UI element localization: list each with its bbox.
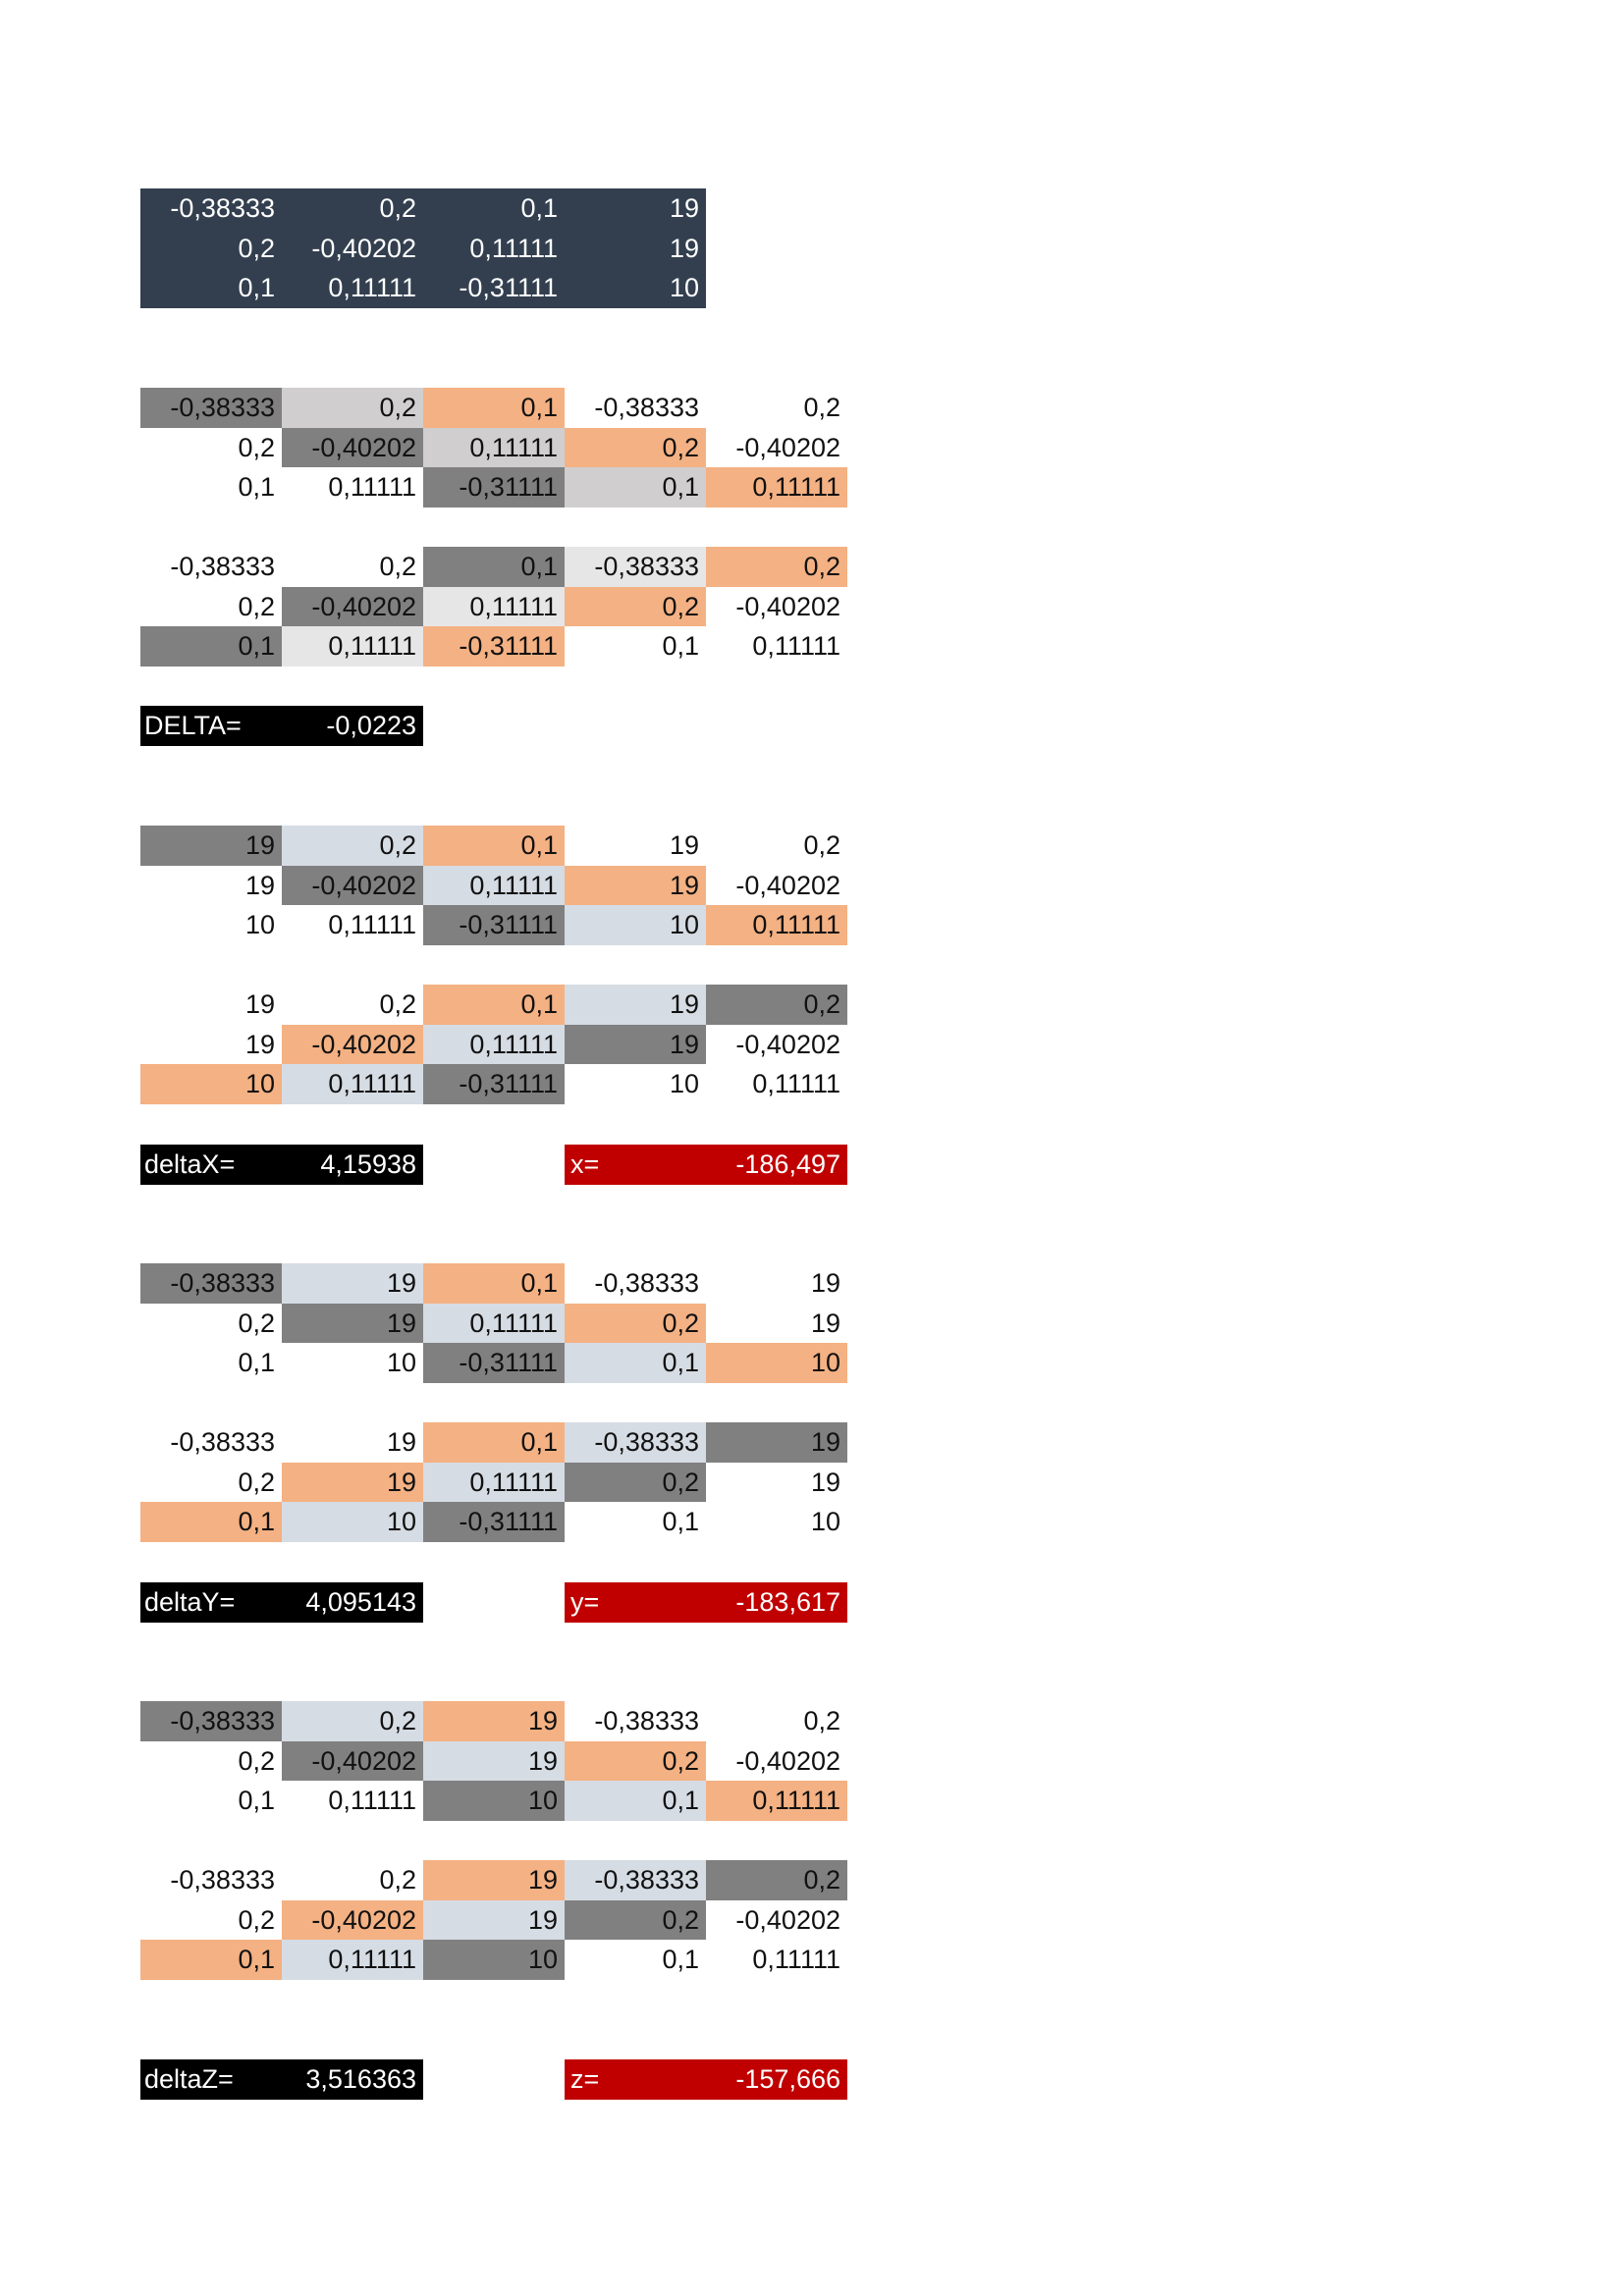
table-cell[interactable]: -157,666 (706, 2059, 847, 2100)
table-cell[interactable]: -0,38333 (170, 552, 275, 581)
table-cell[interactable]: 0,2 (238, 1308, 275, 1338)
table-cell[interactable]: 0,2 (379, 989, 416, 1019)
deltax-result-row (140, 1145, 847, 1185)
table-cell[interactable]: z= (565, 2059, 706, 2100)
table-cell[interactable]: 0,2 (379, 552, 416, 581)
table-cell[interactable]: 0,11111 (328, 472, 416, 502)
table-cell[interactable]: 0,2 (140, 229, 282, 269)
table-cell[interactable]: 4,15938 (282, 1145, 423, 1185)
table-cell[interactable]: 0,2 (282, 388, 423, 428)
table-cell[interactable]: 0,11111 (706, 467, 847, 507)
table-row (140, 1900, 847, 1941)
table-cell[interactable]: 0,2 (238, 1904, 275, 1935)
table-cell[interactable]: 0,1 (565, 467, 706, 507)
table-cell[interactable]: 0,11111 (423, 866, 565, 906)
deltaz-main-diagonals (140, 1701, 847, 1821)
table-cell[interactable]: 0,1 (423, 188, 565, 229)
table-cell[interactable]: 0,11111 (282, 1064, 423, 1104)
table-cell[interactable]: -0,38333 (140, 388, 282, 428)
table-cell[interactable]: 19 (244, 989, 275, 1019)
table-cell[interactable]: 0,1 (140, 1940, 282, 1980)
table-cell[interactable]: 4,095143 (282, 1582, 423, 1623)
table-cell[interactable]: 19 (140, 826, 282, 866)
table-cell[interactable]: 0,2 (706, 1860, 847, 1900)
table-cell[interactable]: 0,2 (238, 591, 275, 621)
deltaz-result-row (140, 2059, 847, 2100)
table-cell[interactable]: -0,38333 (594, 1268, 699, 1298)
deltax-main-diagonals (140, 826, 847, 945)
table-row (140, 1860, 847, 1900)
table-cell[interactable]: 19 (423, 1701, 565, 1741)
table-row (140, 1343, 847, 1383)
table-cell[interactable]: 0,11111 (328, 910, 416, 939)
table-cell[interactable]: 19 (565, 1025, 706, 1065)
table-cell[interactable]: -0,40202 (735, 870, 840, 900)
table-row (140, 428, 847, 468)
delta-anti-diagonals (140, 547, 847, 667)
table-cell[interactable]: 0,1 (662, 1507, 699, 1536)
table-cell[interactable]: -0,38333 (594, 1706, 699, 1735)
table-cell[interactable]: -0,38333 (140, 1701, 282, 1741)
table-cell[interactable]: 19 (282, 1263, 423, 1304)
table-cell[interactable]: 0,11111 (706, 1781, 847, 1821)
table-cell[interactable]: 3,516363 (282, 2059, 423, 2100)
table-row (140, 1582, 847, 1623)
table-cell[interactable]: 10 (423, 1781, 565, 1821)
table-cell[interactable]: 19 (565, 985, 706, 1025)
table-cell[interactable]: -0,38333 (170, 1427, 275, 1457)
table-row (140, 2059, 847, 2100)
table-cell[interactable]: deltaZ= (140, 2059, 282, 2100)
table-cell[interactable]: 19 (810, 1308, 840, 1338)
table-cell[interactable]: -0,0223 (282, 706, 423, 746)
table-cell[interactable]: -0,38333 (140, 188, 282, 229)
table-cell[interactable]: 0,11111 (282, 268, 423, 308)
table-row (140, 706, 423, 746)
table-cell[interactable]: 0,2 (706, 547, 847, 587)
table-cell[interactable]: 0,1 (140, 268, 282, 308)
table-cell[interactable]: 0,1 (423, 547, 565, 587)
table-row (140, 905, 847, 945)
table-cell[interactable]: 10 (244, 910, 275, 939)
table-cell[interactable]: 0,1 (423, 388, 565, 428)
table-cell[interactable]: 10 (423, 1940, 565, 1980)
table-row (140, 388, 847, 428)
table-cell[interactable]: 0,11111 (423, 1025, 565, 1065)
table-cell[interactable]: 19 (810, 1467, 840, 1497)
table-cell[interactable]: 0,11111 (752, 1945, 840, 1974)
table-cell[interactable]: 0,11111 (423, 1304, 565, 1344)
table-cell[interactable]: 0,1 (423, 985, 565, 1025)
table-cell[interactable]: -0,38333 (565, 547, 706, 587)
table-cell[interactable]: 10 (386, 1348, 416, 1377)
table-row (140, 1781, 847, 1821)
table-cell[interactable]: 0,11111 (423, 229, 565, 269)
table-row (140, 1025, 847, 1065)
system-matrix (140, 188, 706, 308)
table-cell[interactable]: 0,11111 (752, 1069, 840, 1098)
table-cell[interactable]: -0,31111 (423, 268, 565, 308)
table-cell[interactable]: x= (565, 1145, 706, 1185)
table-cell[interactable]: 0,2 (565, 1741, 706, 1782)
table-cell[interactable]: 0,1 (662, 631, 699, 661)
table-row (140, 1304, 847, 1344)
table-cell[interactable]: 0,2 (803, 1706, 840, 1735)
table-row (140, 1741, 847, 1782)
table-cell[interactable]: 0,1 (662, 1945, 699, 1974)
table-cell[interactable]: 0,11111 (282, 1940, 423, 1980)
table-cell[interactable]: -0,40202 (735, 432, 840, 462)
table-cell[interactable]: 0,2 (238, 432, 275, 462)
table-cell[interactable]: 19 (423, 1860, 565, 1900)
table-cell[interactable]: 0,2 (282, 188, 423, 229)
table-cell[interactable]: 10 (565, 905, 706, 945)
table-cell[interactable]: -0,31111 (423, 905, 565, 945)
table-cell[interactable]: DELTA= (140, 706, 282, 746)
deltay-anti-diagonals (140, 1422, 847, 1542)
table-row (140, 229, 706, 269)
table-cell[interactable]: 10 (140, 1064, 282, 1104)
table-cell[interactable] (423, 2059, 565, 2100)
table-row (140, 1145, 847, 1185)
table-cell[interactable]: 19 (282, 1304, 423, 1344)
table-row (140, 587, 847, 627)
table-cell[interactable]: 0,11111 (423, 1463, 565, 1503)
table-cell[interactable]: -0,31111 (423, 1343, 565, 1383)
table-row (140, 1422, 847, 1463)
table-cell[interactable]: 0,2 (379, 1865, 416, 1895)
deltax-anti-diagonals (140, 985, 847, 1104)
table-cell[interactable]: 0,2 (282, 826, 423, 866)
table-cell[interactable]: 0,2 (565, 587, 706, 627)
table-cell[interactable]: -0,40202 (735, 1029, 840, 1059)
table-cell[interactable]: -0,38333 (140, 1263, 282, 1304)
table-cell[interactable]: 0,2 (238, 1745, 275, 1776)
table-cell[interactable]: 19 (565, 866, 706, 906)
table-cell[interactable]: 0,2 (565, 1304, 706, 1344)
table-cell[interactable]: 10 (706, 1343, 847, 1383)
table-cell[interactable]: -0,40202 (282, 866, 423, 906)
table-cell[interactable]: 0,1 (140, 626, 282, 667)
table-cell[interactable]: 0,1 (238, 1348, 275, 1377)
table-cell[interactable]: -0,40202 (735, 1745, 840, 1776)
table-cell[interactable]: -0,38333 (565, 1422, 706, 1463)
table-cell[interactable]: 19 (244, 1029, 275, 1059)
table-cell[interactable]: 19 (423, 1741, 565, 1782)
table-row (140, 547, 847, 587)
table-cell[interactable]: 19 (669, 830, 699, 860)
table-row (140, 826, 847, 866)
table-cell[interactable]: 0,2 (238, 1467, 275, 1497)
table-cell[interactable]: -0,40202 (735, 1904, 840, 1935)
table-cell[interactable] (423, 1145, 565, 1185)
table-cell[interactable]: -183,617 (706, 1582, 847, 1623)
table-row (140, 467, 847, 507)
table-cell[interactable]: 0,1 (238, 1786, 275, 1815)
table-cell[interactable]: 0,1 (423, 1263, 565, 1304)
delta-main-diagonals (140, 388, 847, 507)
table-cell[interactable]: 0,11111 (282, 626, 423, 667)
table-cell[interactable]: -0,40202 (282, 428, 423, 468)
table-cell[interactable]: deltaX= (140, 1145, 282, 1185)
table-cell[interactable]: 0,1 (423, 1422, 565, 1463)
table-cell[interactable]: 19 (282, 1463, 423, 1503)
table-cell[interactable]: -0,40202 (735, 591, 840, 621)
table-row (140, 1463, 847, 1503)
table-cell[interactable]: 0,1 (423, 826, 565, 866)
table-row (140, 1064, 847, 1104)
table-cell[interactable]: 0,11111 (423, 587, 565, 627)
table-cell[interactable]: 0,11111 (706, 905, 847, 945)
table-cell[interactable]: 0,11111 (328, 1786, 416, 1815)
table-cell[interactable]: -0,38333 (565, 1860, 706, 1900)
table-cell[interactable]: -0,40202 (282, 587, 423, 627)
table-cell[interactable]: 10 (282, 1502, 423, 1542)
table-cell[interactable]: 0,1 (565, 1343, 706, 1383)
table-row (140, 1263, 847, 1304)
table-cell[interactable]: 0,2 (706, 985, 847, 1025)
table-cell[interactable]: -0,40202 (282, 1741, 423, 1782)
table-cell[interactable]: 19 (706, 1422, 847, 1463)
table-cell[interactable]: 19 (565, 229, 706, 269)
table-row (140, 1940, 847, 1980)
table-cell[interactable]: 0,1 (565, 1781, 706, 1821)
delta-result-row (140, 706, 423, 746)
table-cell[interactable]: -0,40202 (282, 1900, 423, 1941)
table-row (140, 985, 847, 1025)
table-cell[interactable]: -0,40202 (282, 229, 423, 269)
table-cell[interactable]: 0,2 (803, 393, 840, 422)
table-cell[interactable]: 10 (669, 1069, 699, 1098)
table-row (140, 626, 847, 667)
table-cell[interactable]: 19 (810, 1268, 840, 1298)
table-cell[interactable]: 0,2 (565, 428, 706, 468)
table-cell[interactable]: 0,2 (565, 1900, 706, 1941)
table-cell[interactable]: 0,11111 (752, 631, 840, 661)
table-row (140, 1502, 847, 1542)
table-cell[interactable]: -0,31111 (423, 467, 565, 507)
table-cell[interactable]: -0,31111 (423, 1064, 565, 1104)
table-cell[interactable]: 0,1 (140, 1502, 282, 1542)
table-cell[interactable]: y= (565, 1582, 706, 1623)
deltay-result-row (140, 1582, 847, 1623)
table-cell[interactable]: 19 (244, 870, 275, 900)
table-cell[interactable]: 19 (565, 188, 706, 229)
table-row (140, 866, 847, 906)
table-cell[interactable]: 19 (386, 1427, 416, 1457)
table-cell[interactable]: -186,497 (706, 1145, 847, 1185)
table-cell[interactable]: -0,31111 (423, 1502, 565, 1542)
table-cell[interactable]: -0,38333 (170, 1865, 275, 1895)
table-cell[interactable]: -0,40202 (282, 1025, 423, 1065)
deltay-main-diagonals (140, 1263, 847, 1383)
table-cell[interactable]: 0,2 (282, 1701, 423, 1741)
table-cell[interactable]: 10 (810, 1507, 840, 1536)
table-cell[interactable]: 0,1 (238, 472, 275, 502)
table-cell[interactable]: -0,31111 (423, 626, 565, 667)
table-cell[interactable] (423, 1582, 565, 1623)
deltaz-anti-diagonals (140, 1860, 847, 1980)
table-cell[interactable]: 10 (565, 268, 706, 308)
table-cell[interactable]: -0,38333 (594, 393, 699, 422)
table-cell[interactable]: 19 (423, 1900, 565, 1941)
table-row (140, 268, 706, 308)
table-cell[interactable]: 0,2 (565, 1463, 706, 1503)
table-row (140, 1701, 847, 1741)
table-row (140, 188, 706, 229)
table-cell[interactable]: 0,2 (803, 830, 840, 860)
table-cell[interactable]: 0,11111 (423, 428, 565, 468)
table-cell[interactable]: deltaY= (140, 1582, 282, 1623)
